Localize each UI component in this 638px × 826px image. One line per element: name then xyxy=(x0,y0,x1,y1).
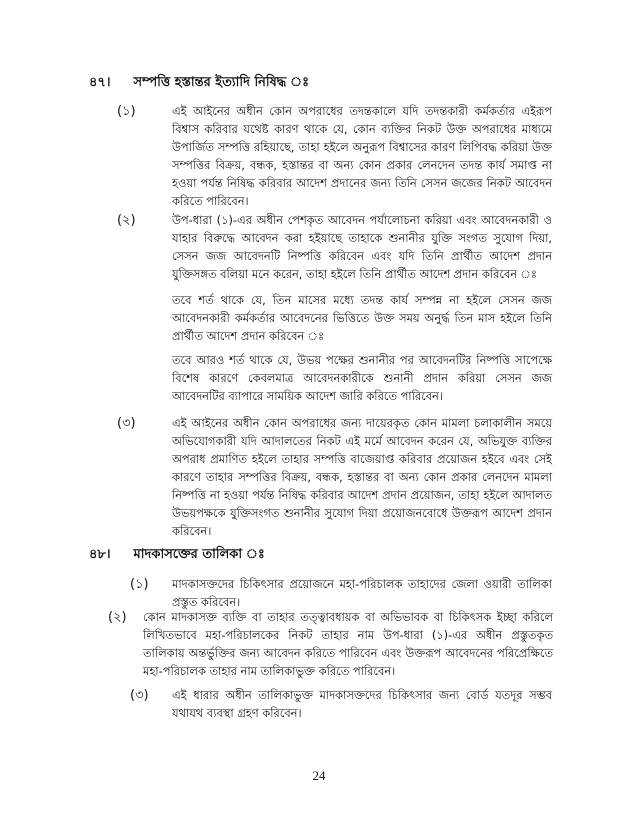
section-48-heading xyxy=(89,547,265,563)
subsection-label: (১) xyxy=(117,104,136,119)
subsection-text: মাদকাসক্তদের চিকিৎসার প্রয়োজনে মহা-পরিচালক তাহাদের জেলা ওয়ারী তালিকা প্রস্তুত করিবেন। xyxy=(172,577,552,609)
section-48-title: মাদকাসক্তের তালিকা ঃ xyxy=(133,547,265,562)
proviso-text: তবে শর্ত থাকে যে, তিন মাসের মধ্যে তদন্ত কার্য সম্পন্ন না হইলে সেসন জজ আবেদনকারী কর্মকর্তার আবেদনের ভিত্তিতে উক্ত সময় অনুর্দ্ধ তিন মাস হইলে তিনি প্রার্থীত আদেশ প্রদান করিবেন ঃ xyxy=(172,293,552,343)
subsection-label: (৩) xyxy=(117,416,136,431)
section-47-heading xyxy=(89,75,309,91)
page-number: 24 xyxy=(312,768,326,783)
subsection-label: (৩) xyxy=(130,688,149,703)
subsection-text: এই ধারার অধীন তালিকাভুক্ত মাদকাসক্তদের চিকিৎসার জন্য বোর্ড যতদূর সম্ভব যথাযথ ব্যবস্থা গ্রহণ করিবেন। xyxy=(172,688,552,720)
proviso-text: তবে আরও শর্ত থাকে যে, উভয় পক্ষের শুনানীর পর আবেদনটির নিষ্পত্তি সাপেক্ষে বিশেষ কারণে কেবলমাত্র আবেদনকারীকে শুনানী প্রদান করিয়া সেসন জজ আবেদনটির ব্যাপারে সাময়িক আদেশ জারি করিতে পারিবেন। xyxy=(172,353,552,403)
section-47-number: ৪৭। xyxy=(89,75,111,90)
subsection-text: কোন মাদকাসক্ত ব্যক্তি বা তাহার তত্ত্বাবধায়ক বা অভিভাবক বা চিকিৎসক ইচ্ছা করিলে লিখিতভাবে মহা-পরিচালকের নিকট তাহার নাম উপ-ধারা (১)-এর অধীন প্রস্তুতকৃত তালিকায় অন্তর্ভুক্তির জন্য আবেদন করিতে পারিবেন এবং উক্তরূপ আবেদনের পরিপ্রেক্ষিতে মহা-পরিচালক তাহার নাম তালিকাভুক্ত করিতে পারিবেন। xyxy=(143,610,553,678)
section-48-number: ৪৮। xyxy=(89,547,111,562)
subsection-label: (১) xyxy=(130,577,149,592)
subsection-text: এই আইনের অধীন কোন অপরাধের তদন্তকালে যদি তদন্তকারী কর্মকর্তার এইরূপ বিশ্বাস করিবার যথেষ্ট কারণ থাকে যে, কোন ব্যক্তির নিকট উক্ত অপরাধের মাধ্যমে উপার্জিত সম্পত্তি রহিয়াছে, তাহা হইলে অনুরূপ বিশ্বাসের কারণ লিপিবদ্ধ করিয়া উক্ত সম্পত্তির বিক্রয়, বন্ধক, হস্তান্তর বা অন্য কোন প্রকার লেনদেন তদন্ত কার্য সমাপ্ত না হওয়া পর্যন্ত নিষিদ্ধ করিবার আদেশ প্রদানের জন্য তিনি সেসন জজের নিকট আবেদন করিতে পারিবেন। xyxy=(172,104,552,208)
section-47-title: সম্পত্তি হস্তান্তর ইত্যাদি নিষিদ্ধ ঃ xyxy=(133,75,310,90)
subsection-text: এই আইনের অধীন কোন অপরাধের জন্য দায়েরকৃত কোন মামলা চলাকালীন সময়ে অভিযোগকারী যদি আদালতের নিকট এই মর্মে আবেদন করেন যে, অভিযুক্ত ব্যক্তির অপরাধ প্রমাণিত হইলে তাহার সম্পত্তি বাজেয়াপ্ত করিবার প্রয়োজন হইবে এবং সেই কারণে তাহার সম্পত্তির বিক্রয়, বন্ধক, হস্তান্তর বা অন্য কোন প্রকার লেনদেন মামলা নিষ্পত্তি না হওয়া পর্যন্ত নিষিদ্ধ করিবার আদেশ প্রদান প্রয়োজন, তাহা হইলে আদালত উভয়পক্ষকে যুক্তিসংগত শুনানীর সুযোগ দিয়া প্রয়োজনবোধে উক্তরূপ আদেশ প্রদান করিবেন। xyxy=(172,416,552,538)
subsection-label: (২) xyxy=(117,213,136,228)
subsection-label: (২) xyxy=(108,610,127,625)
subsection-text: উপ-ধারা (১)-এর অধীন পেশকৃত আবেদন পর্যালোচনা করিয়া এবং আবেদনকারী ও যাহার বিরুদ্ধে আবেদন করা হইয়াছে তাহাকে শুনানীর যুক্তি সংগত সুযোগ দিয়া, সেসন জজ আবেদনটি নিষ্পত্তি করিবেন এবং যদি তিনি প্রার্থীত আদেশ প্রদান যুক্তিসঙ্গত বলিয়া মনে করেন, তাহা হইলে তিনি প্রার্থীত আদেশ প্রদান করিবেন ঃ xyxy=(172,213,552,281)
